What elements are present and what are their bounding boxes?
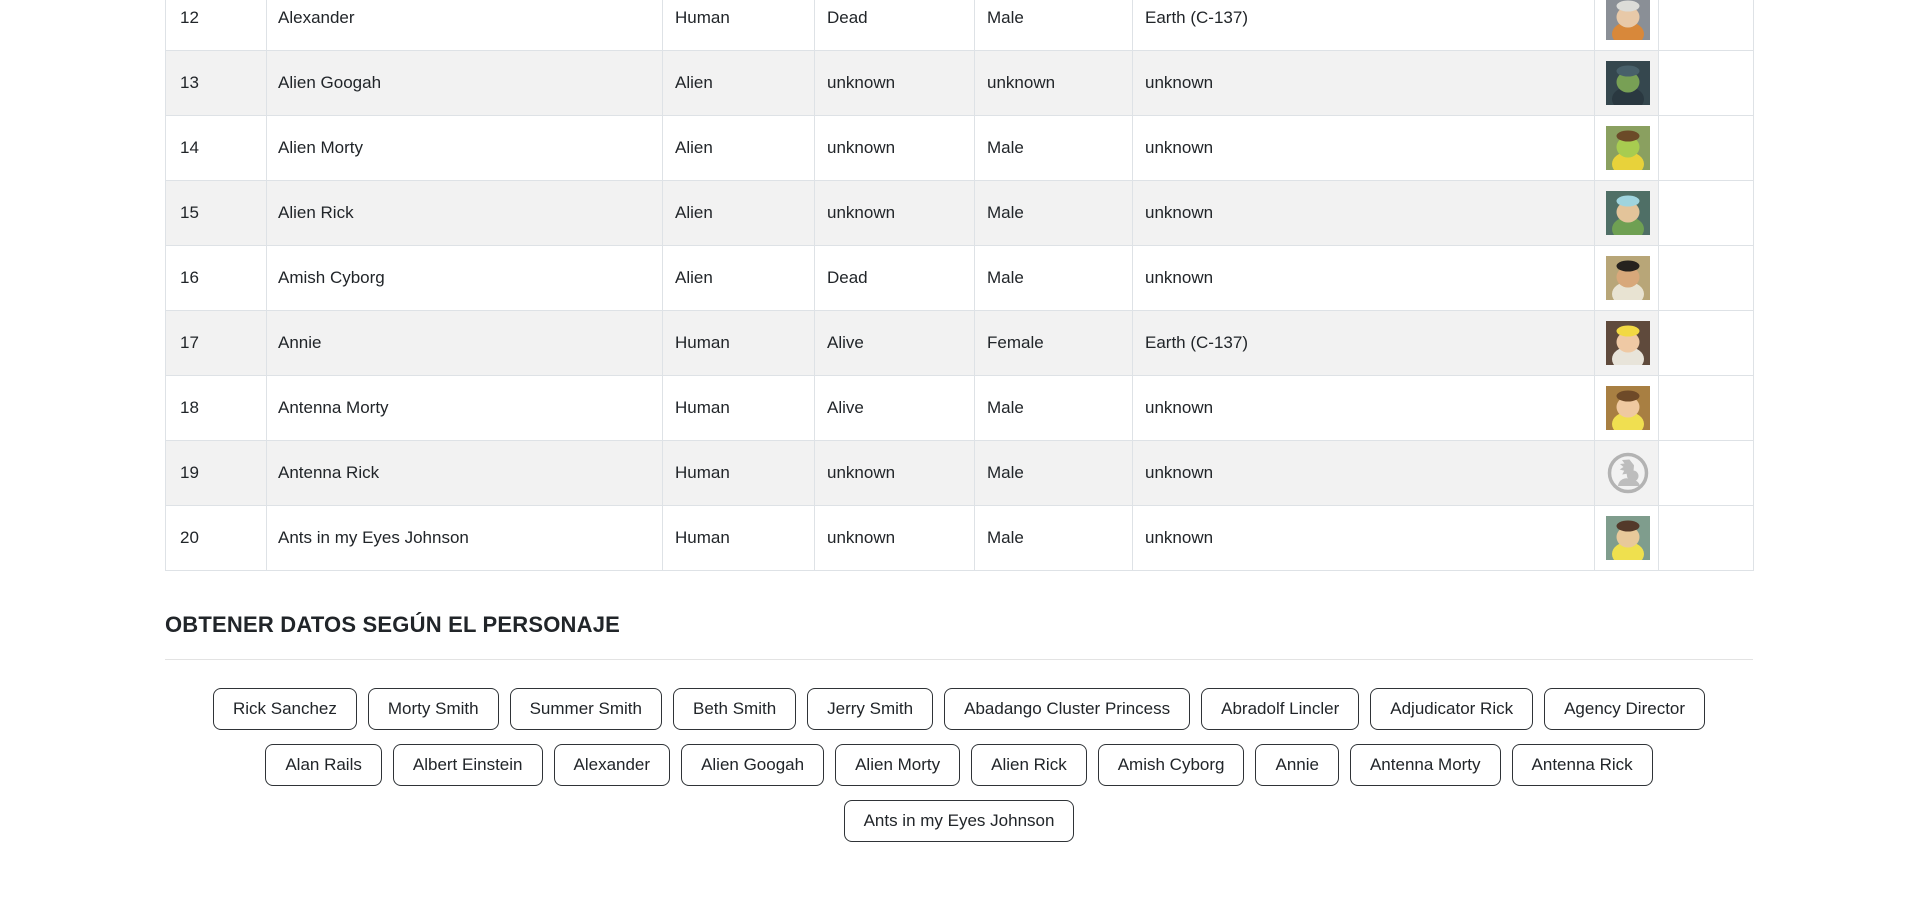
characters-table: [165, 0, 1754, 571]
character-avatar: [1606, 321, 1650, 365]
cell-avatar: [1595, 116, 1659, 181]
cell-extra: [1659, 116, 1754, 181]
cell-name: Alien Morty: [267, 116, 663, 181]
cell-extra: [1659, 311, 1754, 376]
cell-extra: [1659, 51, 1754, 116]
table-row: [166, 441, 1754, 506]
cell-species: Human: [663, 0, 815, 51]
cell-species: Alien: [663, 181, 815, 246]
cell-species: Human: [663, 376, 815, 441]
cell-avatar: [1595, 0, 1659, 51]
character-button[interactable]: Alien Rick: [971, 744, 1087, 786]
cell-avatar: [1595, 441, 1659, 506]
cell-id: 17: [166, 311, 267, 376]
character-button[interactable]: Jerry Smith: [807, 688, 933, 730]
cell-gender: Male: [975, 246, 1133, 311]
cell-origin: unknown: [1133, 376, 1595, 441]
cell-status: Alive: [815, 311, 975, 376]
cell-id: 18: [166, 376, 267, 441]
character-button[interactable]: Antenna Morty: [1350, 744, 1501, 786]
cell-id: 15: [166, 181, 267, 246]
cell-species: Human: [663, 506, 815, 571]
cell-avatar: [1595, 506, 1659, 571]
cell-name: Alien Googah: [267, 51, 663, 116]
cell-extra: [1659, 441, 1754, 506]
character-button[interactable]: Agency Director: [1544, 688, 1705, 730]
cell-name: Alexander: [267, 0, 663, 51]
cell-status: unknown: [815, 506, 975, 571]
cell-name: Annie: [267, 311, 663, 376]
cell-gender: Male: [975, 376, 1133, 441]
table-row: [166, 506, 1754, 571]
character-button[interactable]: Alexander: [554, 744, 671, 786]
cell-gender: unknown: [975, 51, 1133, 116]
button-row: [165, 688, 1753, 730]
character-avatar: [1606, 451, 1650, 495]
cell-origin: unknown: [1133, 51, 1595, 116]
cell-status: unknown: [815, 51, 975, 116]
cell-species: Alien: [663, 246, 815, 311]
character-avatar: [1606, 61, 1650, 105]
cell-gender: Male: [975, 441, 1133, 506]
character-button[interactable]: Abradolf Lincler: [1201, 688, 1359, 730]
table-row: [166, 246, 1754, 311]
cell-id: 13: [166, 51, 267, 116]
page-content: [165, 0, 1753, 842]
cell-extra: [1659, 246, 1754, 311]
cell-gender: Male: [975, 116, 1133, 181]
character-button[interactable]: Ants in my Eyes Johnson: [844, 800, 1075, 842]
cell-species: Human: [663, 441, 815, 506]
cell-name: Antenna Morty: [267, 376, 663, 441]
cell-avatar: [1595, 51, 1659, 116]
character-button[interactable]: Morty Smith: [368, 688, 499, 730]
cell-id: 16: [166, 246, 267, 311]
character-button[interactable]: Albert Einstein: [393, 744, 543, 786]
cell-id: 12: [166, 0, 267, 51]
button-row: [165, 800, 1753, 842]
cell-status: Alive: [815, 376, 975, 441]
cell-name: Ants in my Eyes Johnson: [267, 506, 663, 571]
cell-gender: Male: [975, 0, 1133, 51]
cell-origin: Earth (C-137): [1133, 0, 1595, 51]
character-button[interactable]: Amish Cyborg: [1098, 744, 1245, 786]
cell-name: Alien Rick: [267, 181, 663, 246]
cell-status: unknown: [815, 441, 975, 506]
cell-origin: Earth (C-137): [1133, 311, 1595, 376]
character-avatar: [1606, 0, 1650, 40]
cell-avatar: [1595, 311, 1659, 376]
cell-avatar: [1595, 376, 1659, 441]
cell-status: Dead: [815, 246, 975, 311]
character-avatar: [1606, 126, 1650, 170]
cell-id: 20: [166, 506, 267, 571]
character-button[interactable]: Annie: [1255, 744, 1338, 786]
character-button[interactable]: Beth Smith: [673, 688, 796, 730]
character-button[interactable]: Rick Sanchez: [213, 688, 357, 730]
cell-status: unknown: [815, 181, 975, 246]
character-avatar: [1606, 191, 1650, 235]
cell-species: Human: [663, 311, 815, 376]
character-button[interactable]: Adjudicator Rick: [1370, 688, 1533, 730]
character-button[interactable]: Alien Morty: [835, 744, 960, 786]
character-button[interactable]: Summer Smith: [510, 688, 662, 730]
cell-avatar: [1595, 181, 1659, 246]
cell-gender: Female: [975, 311, 1133, 376]
cell-extra: [1659, 181, 1754, 246]
character-button[interactable]: Abadango Cluster Princess: [944, 688, 1190, 730]
table-row: [166, 51, 1754, 116]
button-row: [165, 744, 1753, 786]
cell-status: Dead: [815, 0, 975, 51]
table-row: [166, 311, 1754, 376]
cell-name: Antenna Rick: [267, 441, 663, 506]
cell-extra: [1659, 0, 1754, 51]
cell-origin: unknown: [1133, 246, 1595, 311]
cell-id: 14: [166, 116, 267, 181]
cell-gender: Male: [975, 506, 1133, 571]
section-title: OBTENER DATOS SEGÚN EL PERSONAJE: [165, 612, 621, 637]
table-row: [166, 181, 1754, 246]
character-button[interactable]: Alien Googah: [681, 744, 824, 786]
table-row: [166, 116, 1754, 181]
table-row: [166, 376, 1754, 441]
cell-extra: [1659, 506, 1754, 571]
character-avatar: [1606, 256, 1650, 300]
cell-origin: unknown: [1133, 181, 1595, 246]
character-button[interactable]: Alan Rails: [265, 744, 382, 786]
character-avatar: [1606, 516, 1650, 560]
cell-avatar: [1595, 246, 1659, 311]
cell-origin: unknown: [1133, 506, 1595, 571]
character-button[interactable]: Antenna Rick: [1512, 744, 1653, 786]
cell-origin: unknown: [1133, 441, 1595, 506]
table-row: [166, 0, 1754, 51]
cell-extra: [1659, 376, 1754, 441]
cell-species: Alien: [663, 51, 815, 116]
character-buttons-area: [165, 688, 1753, 842]
cell-name: Amish Cyborg: [267, 246, 663, 311]
cell-status: unknown: [815, 116, 975, 181]
cell-gender: Male: [975, 181, 1133, 246]
divider: [165, 659, 1753, 660]
cell-origin: unknown: [1133, 116, 1595, 181]
cell-species: Alien: [663, 116, 815, 181]
character-avatar: [1606, 386, 1650, 430]
cell-id: 19: [166, 441, 267, 506]
